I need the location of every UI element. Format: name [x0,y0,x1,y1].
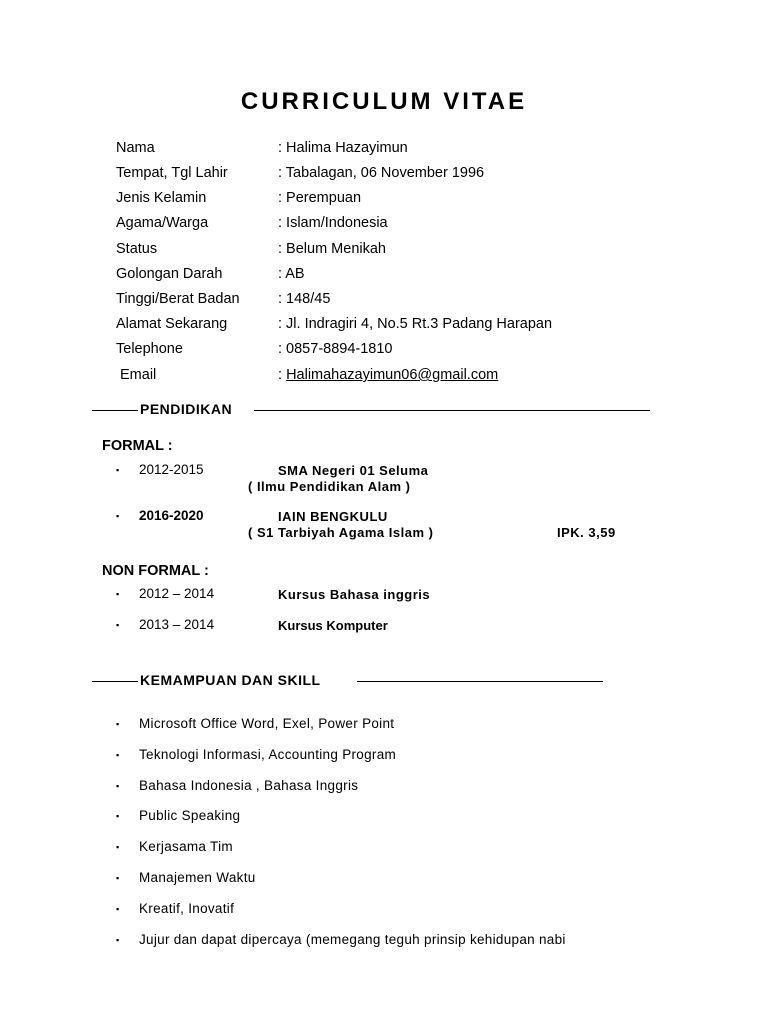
bullet-icon: ▪ [116,781,120,791]
bullet-icon: ▪ [116,904,120,914]
nonformal-years-2: 2013 – 2014 [139,617,215,632]
skill-item: Public Speaking [139,808,241,823]
formal-institution-2: IAIN BENGKULU [278,509,388,524]
bullet-icon: ▪ [116,719,120,729]
label-status: Status [116,241,158,257]
label-jenis-kelamin: Jenis Kelamin [116,190,207,206]
skill-item: Manajemen Waktu [139,870,256,885]
label-email: Email [120,367,157,383]
section-heading-pendidikan: PENDIDIKAN [140,401,233,417]
bullet-icon: ▪ [116,935,120,945]
value-agama: : Islam/Indonesia [278,215,388,231]
section-rule-left [92,410,138,411]
section-rule-right [357,681,603,682]
skill-item: Kerjasama Tim [139,839,233,854]
value-email [278,367,498,383]
skill-item: Teknologi Informasi, Accounting Program [139,747,397,762]
nonformal-years-1: 2012 – 2014 [139,586,215,601]
bullet-icon: ▪ [116,465,120,475]
email-link[interactable]: Halimahazayimun06@gmail.com [286,367,499,383]
skill-item: Bahasa Indonesia , Bahasa Inggris [139,778,359,793]
formal-years-2: 2016-2020 [139,508,204,523]
label-tinggi-berat: Tinggi/Berat Badan [116,291,240,307]
value-nama: : Halima Hazayimun [278,140,408,156]
nonformal-course-1: Kursus Bahasa inggris [278,587,431,602]
value-jenis-kelamin: : Perempuan [278,190,362,206]
formal-years-1: 2012-2015 [139,462,204,477]
bullet-icon: ▪ [116,750,120,760]
section-rule-right [254,410,650,411]
section-heading-skills: KEMAMPUAN DAN SKILL [140,672,321,688]
value-golongan-darah: : AB [278,266,305,282]
ipk-value: IPK. 3,59 [557,525,616,540]
label-agama: Agama/Warga [116,215,209,231]
formal-heading: FORMAL : [102,438,173,454]
value-alamat: : Jl. Indragiri 4, No.5 Rt.3 Padang Harapan [278,316,553,332]
label-telephone: Telephone [116,341,183,357]
formal-detail-2: ( S1 Tarbiyah Agama Islam ) [248,525,434,540]
section-rule-left [92,681,138,682]
value-telephone: : 0857-8894-1810 [278,341,393,357]
label-nama: Nama [116,140,155,156]
bullet-icon: ▪ [116,511,120,521]
value-ttl: : Tabalagan, 06 November 1996 [278,165,485,181]
value-tinggi-berat: : 148/45 [278,291,331,307]
bullet-icon: ▪ [116,873,120,883]
label-ttl: Tempat, Tgl Lahir [116,165,228,181]
skill-item: Kreatif, Inovatif [139,901,235,916]
bullet-icon: ▪ [116,842,120,852]
nonformal-course-2: Kursus Komputer [278,618,388,633]
document-title: CURRICULUM VITAE [240,88,528,115]
bullet-icon: ▪ [116,589,120,599]
formal-detail-1: ( Ilmu Pendidikan Alam ) [248,479,411,494]
value-status: : Belum Menikah [278,241,386,257]
email-prefix: : [278,367,287,383]
label-golongan-darah: Golongan Darah [116,266,223,282]
skill-item: Jujur dan dapat dipercaya (memegang teguh prinsip kehidupan nabi [139,932,566,947]
label-alamat: Alamat Sekarang [116,316,228,332]
nonformal-heading: NON FORMAL : [102,563,209,579]
bullet-icon: ▪ [116,811,120,821]
skill-item: Microsoft Office Word, Exel, Power Point [139,716,395,731]
bullet-icon: ▪ [116,620,120,630]
formal-institution-1: SMA Negeri 01 Seluma [278,463,429,478]
